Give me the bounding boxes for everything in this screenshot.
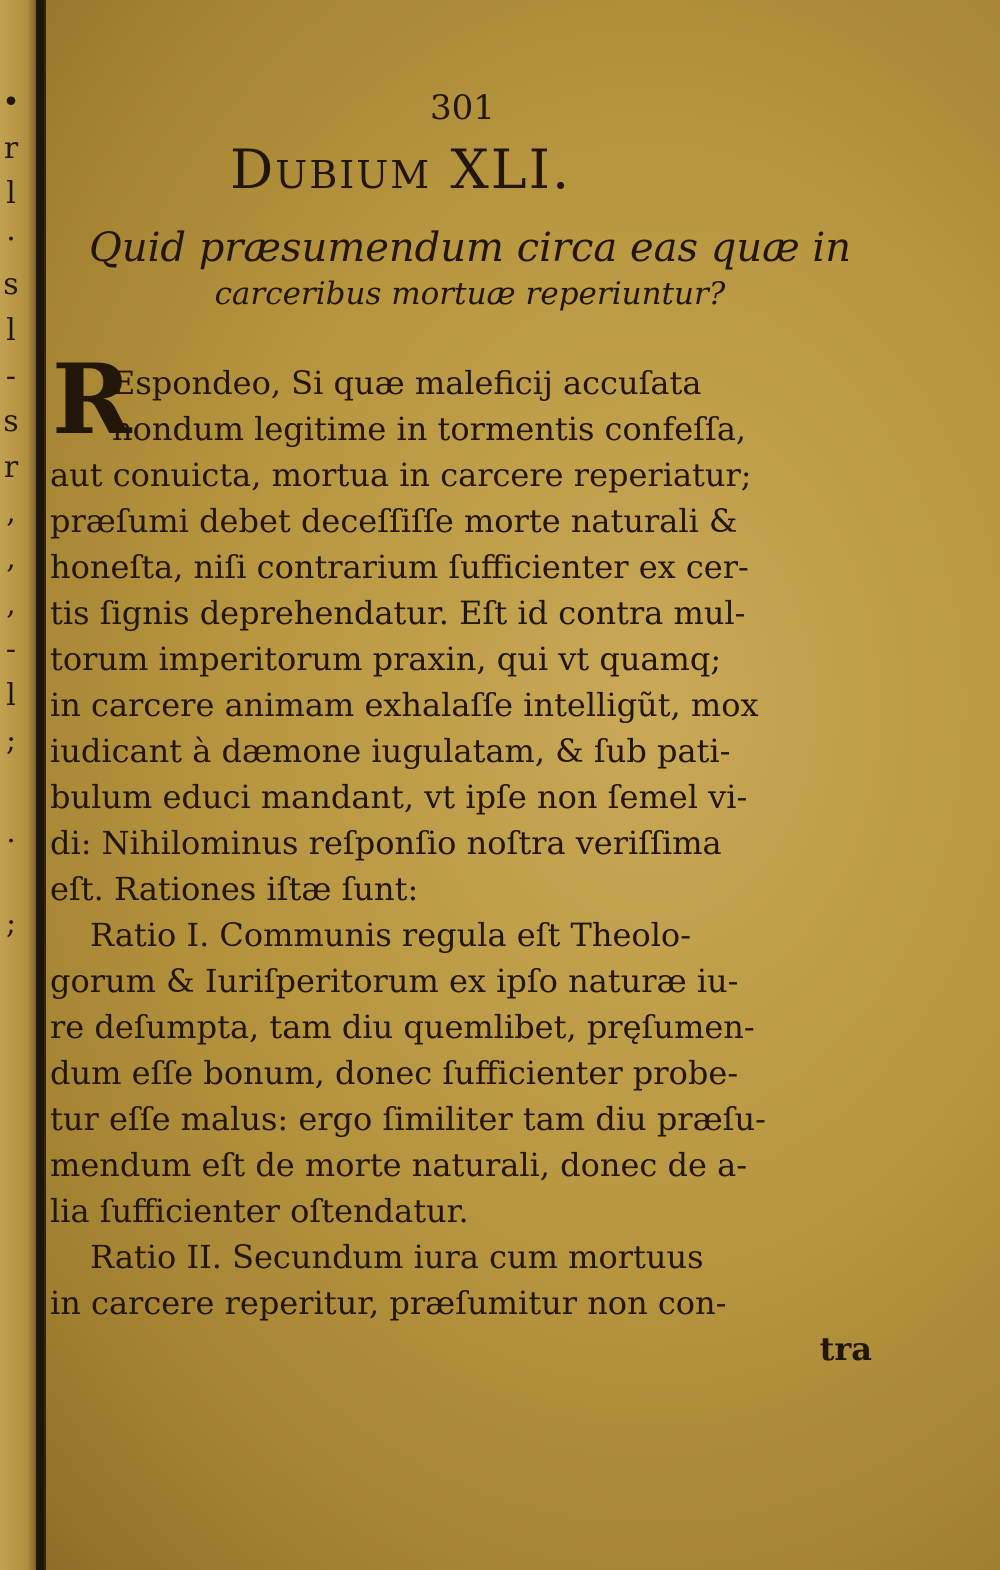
fragment bbox=[0, 764, 22, 810]
fragment: l bbox=[6, 677, 16, 713]
text-line: di: Nihilominus reſponſio noſtra veriſſima bbox=[50, 824, 722, 862]
fragment bbox=[0, 855, 22, 901]
text-line: gorum & Iuriſperitorum ex ipſo naturæ iu- bbox=[50, 962, 739, 1000]
catchword: tra bbox=[819, 1330, 872, 1368]
fragment: , bbox=[6, 495, 16, 531]
left-page-fragments bbox=[0, 80, 22, 946]
fragment: , bbox=[6, 540, 16, 576]
text-line: Espondeo, Si quæ maleficij accuſata bbox=[112, 364, 702, 402]
text-line: eſt. Rationes iſtæ ſunt: bbox=[50, 870, 419, 908]
question-title bbox=[80, 222, 860, 314]
text-line: nondum legitime in tormentis confeſſa, bbox=[112, 410, 747, 448]
fragment: , bbox=[6, 586, 16, 622]
body-text bbox=[50, 360, 880, 1372]
fragment: r bbox=[3, 449, 19, 485]
bleed-through-text bbox=[920, 80, 940, 131]
fragment: s bbox=[3, 404, 19, 440]
text-line: mendum eſt de morte naturali, donec de a- bbox=[50, 1146, 747, 1184]
fragment: · bbox=[6, 221, 16, 257]
text-line: Ratio I. Communis regula eſt Theolo- bbox=[90, 916, 691, 954]
fragment: l bbox=[6, 312, 16, 348]
question-line-2: carceribus mortuæ reperiuntur? bbox=[214, 276, 726, 312]
fragment: l bbox=[6, 176, 16, 212]
text-line: bulum educi mandant, vt ipſe non ſemel vi- bbox=[50, 778, 748, 816]
fragment: . bbox=[6, 814, 16, 850]
fragment: ; bbox=[5, 723, 17, 759]
text-line: honeſta, niſi contrarium ſufficienter ex cer- bbox=[50, 548, 749, 586]
text-line: re deſumpta, tam diu quemlibet, pręſumen- bbox=[50, 1008, 755, 1046]
text-line: tur eſſe malus: ergo ſimiliter tam diu præſu- bbox=[50, 1100, 766, 1138]
text-line: tis ſignis deprehendatur. Eſt id contra mul- bbox=[50, 594, 746, 632]
text-line: præſumi debet deceſſiſſe morte naturali & bbox=[50, 502, 738, 540]
text-line: iudicant à dæmone iugulatam, & ſub pati- bbox=[50, 732, 731, 770]
gutter-shadow bbox=[36, 0, 44, 1570]
page-number: 301 bbox=[430, 88, 495, 128]
text-line: torum imperitorum praxin, qui vt quamq; bbox=[50, 640, 722, 678]
text-line: dum eſſe bonum, donec ſufficienter probe- bbox=[50, 1054, 739, 1092]
fragment: s bbox=[3, 267, 19, 303]
text-line: in carcere reperitur, præſumitur non con- bbox=[50, 1284, 727, 1322]
text-line: aut conuicta, mortua in carcere reperiatur; bbox=[50, 456, 752, 494]
fragment: • bbox=[2, 85, 20, 120]
fragment: ; bbox=[5, 905, 17, 941]
fragment: - bbox=[5, 632, 17, 668]
question-line-1: Quid præsumendum circa eas quæ in bbox=[89, 225, 851, 271]
text-line: in carcere animam exhalaſſe intelligũt, mox bbox=[50, 686, 759, 724]
fragment: r bbox=[3, 130, 19, 166]
drop-cap: R bbox=[52, 343, 132, 456]
fragment: - bbox=[5, 358, 17, 394]
text-line: Ratio II. Secundum iura cum mortuus bbox=[90, 1238, 704, 1276]
text-line: lia ſufficienter oſtendatur. bbox=[50, 1192, 469, 1230]
chapter-heading: Dubium XLI. bbox=[230, 138, 572, 201]
